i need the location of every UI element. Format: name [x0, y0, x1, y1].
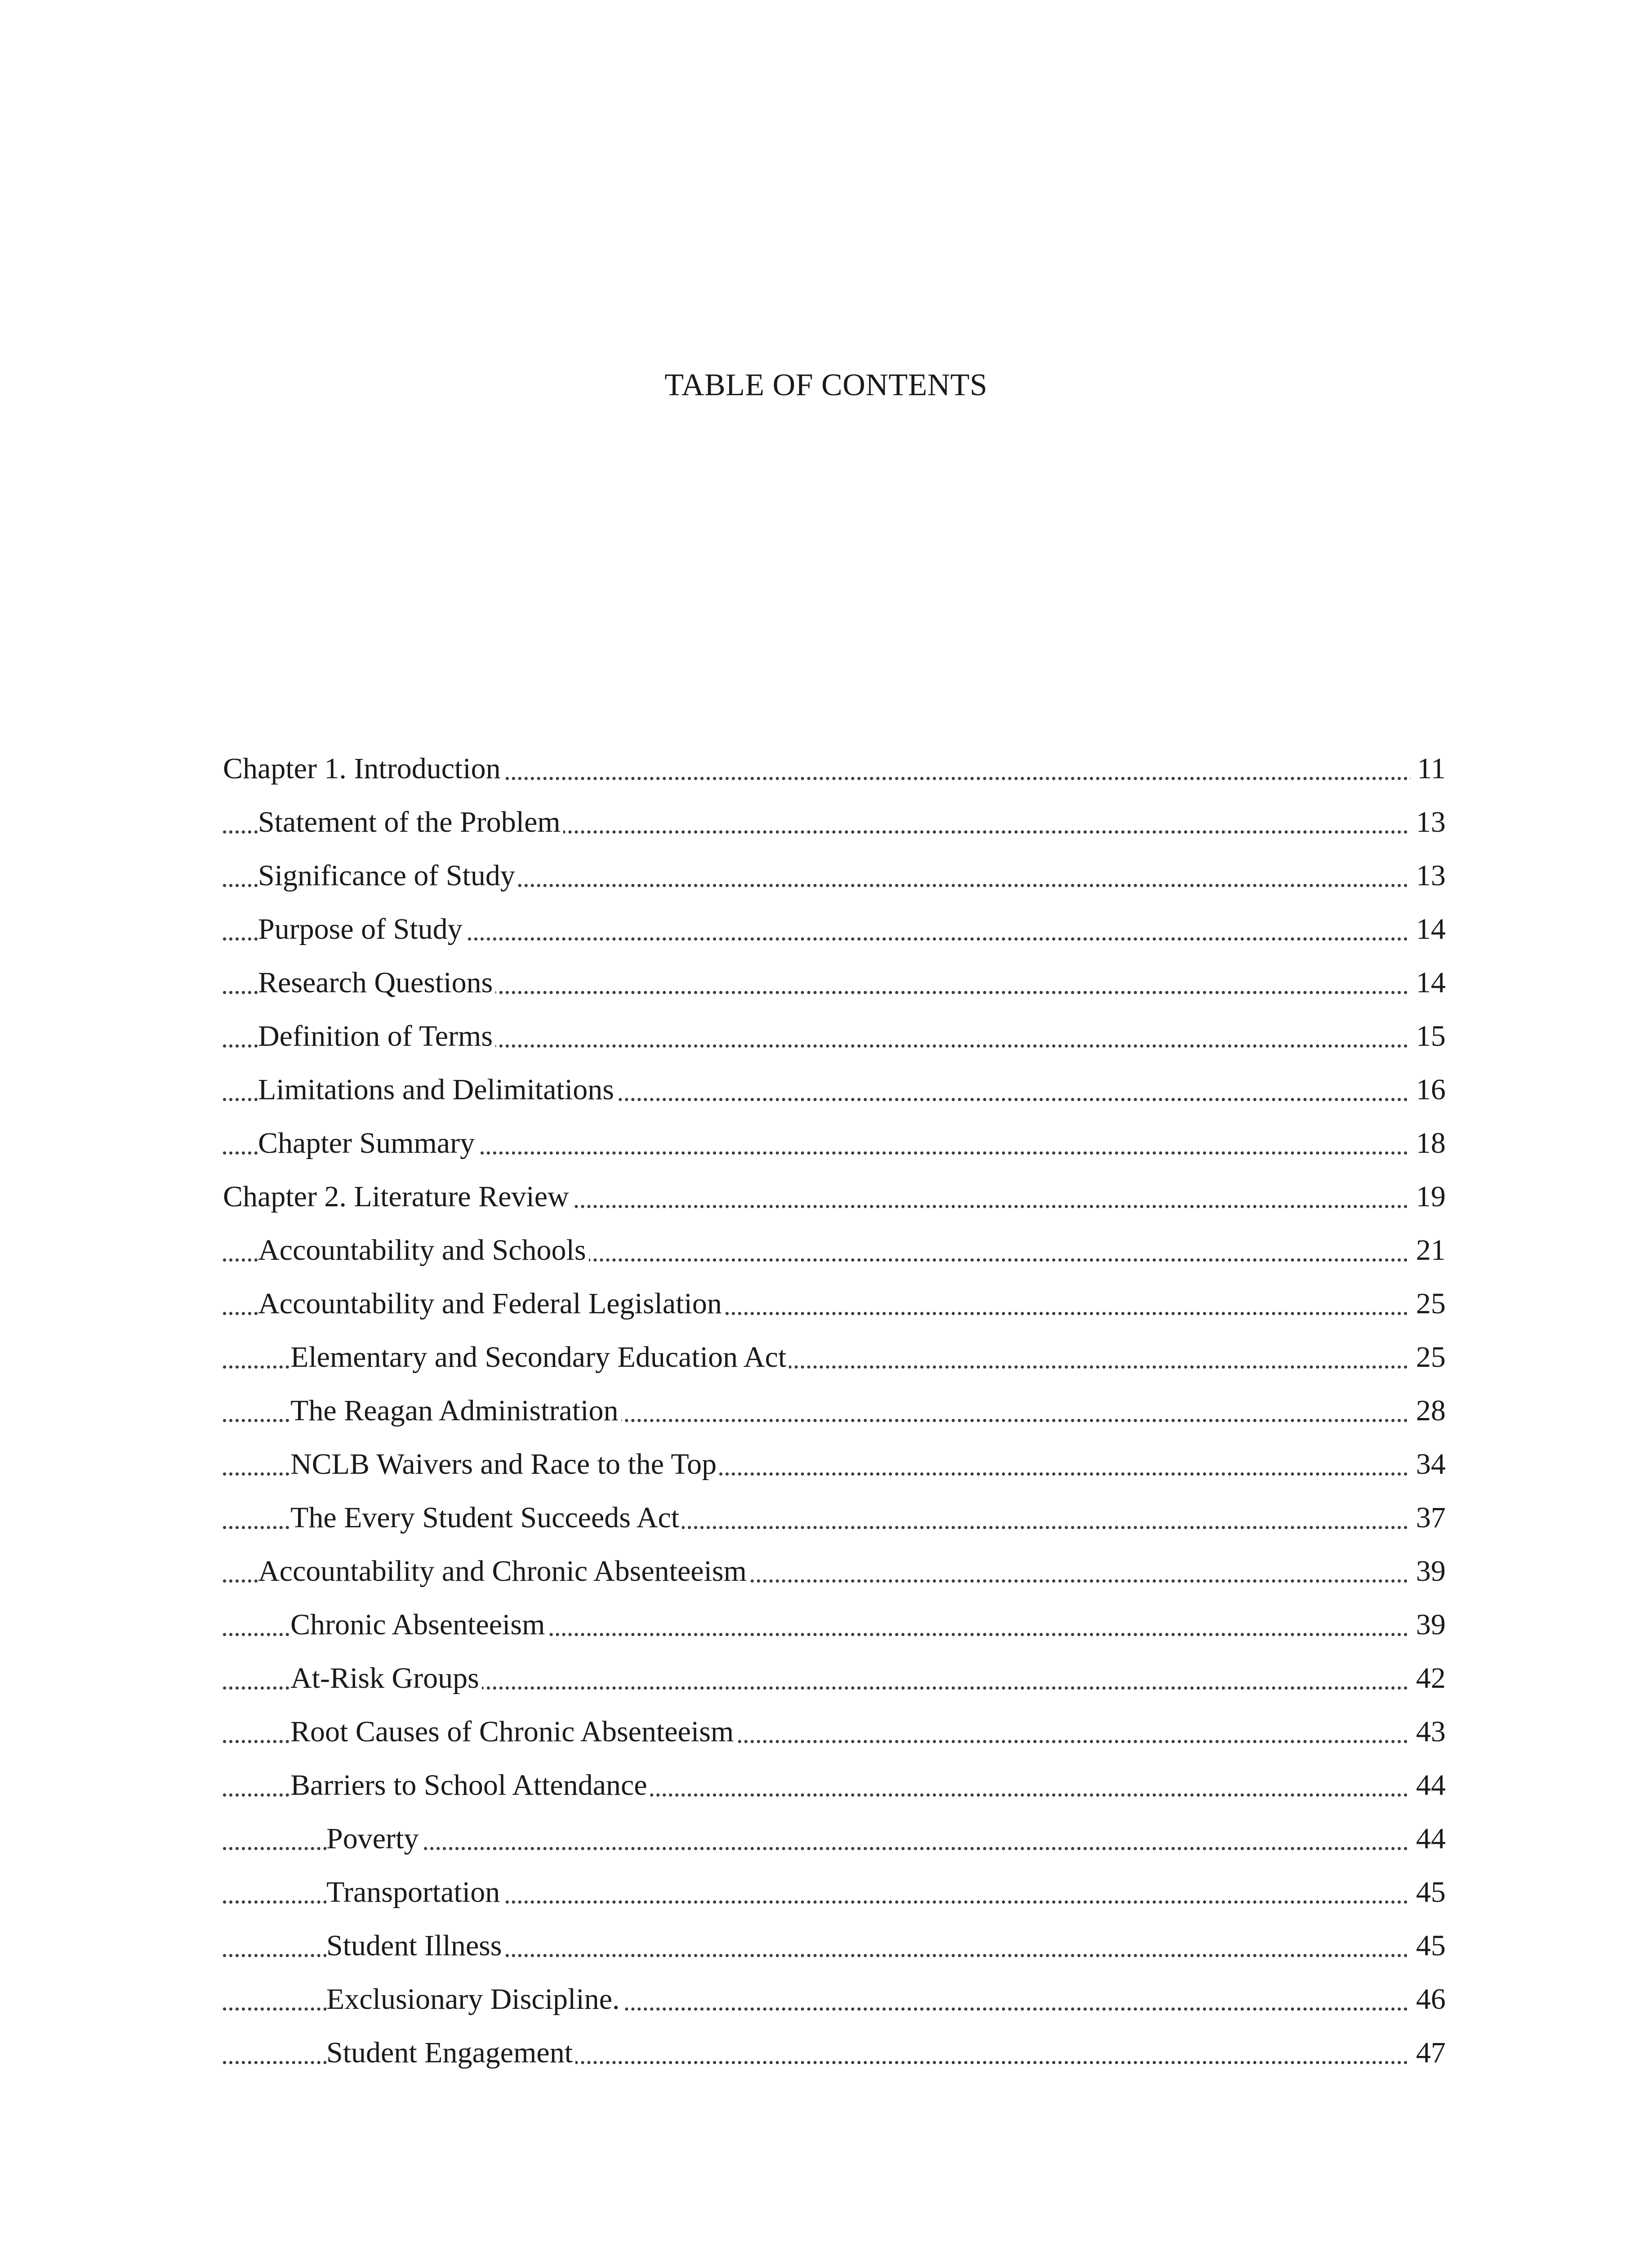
- toc-entry-label: Chapter Summary: [258, 1127, 477, 1160]
- toc-entry: [223, 1919, 1446, 1972]
- toc-entry: [223, 1063, 1446, 1116]
- toc-entry-page-number: 39: [1410, 1544, 1446, 1598]
- toc-entry-label: Research Questions: [258, 966, 495, 999]
- toc-entry-page-number: 43: [1410, 1705, 1446, 1758]
- toc-entry: [223, 902, 1446, 956]
- toc-entry-label: Barriers to School Attendance: [290, 1769, 650, 1802]
- toc-entry-label: The Reagan Administration: [290, 1394, 621, 1427]
- toc-entry-page-number: 28: [1410, 1384, 1446, 1437]
- toc-entry: [223, 1223, 1446, 1277]
- toc-entry-page-number: 11: [1411, 742, 1446, 795]
- toc-entry: [223, 1812, 1446, 1865]
- toc-entry-label: Limitations and Delimitations: [258, 1073, 617, 1106]
- toc-entry-label: Accountability and Chronic Absenteeism: [258, 1555, 749, 1588]
- toc-entry-page-number: 34: [1410, 1437, 1446, 1491]
- toc-entry-label: Chapter 2. Literature Review: [223, 1180, 572, 1213]
- toc-entry-label: Poverty: [326, 1822, 421, 1855]
- toc-entry-page-number: 19: [1410, 1170, 1446, 1223]
- toc-entry-page-number: 13: [1410, 795, 1446, 849]
- toc-entry-page-number: 16: [1410, 1063, 1446, 1116]
- page-title: TABLE OF CONTENTS: [664, 368, 988, 402]
- toc-entry-page-number: 25: [1410, 1277, 1446, 1330]
- toc-entry-label: Definition of Terms: [258, 1020, 495, 1053]
- toc-entry-page-number: 45: [1410, 1919, 1446, 1972]
- toc-entry-label: Root Causes of Chronic Absenteeism: [290, 1715, 736, 1748]
- toc-entry-label: Chapter 1. Introduction: [223, 752, 503, 785]
- toc-entry: [223, 1651, 1446, 1705]
- toc-entry-label: Elementary and Secondary Education Act: [290, 1341, 789, 1374]
- toc-entry-page-number: 18: [1410, 1116, 1446, 1170]
- toc-list: [223, 742, 1446, 2079]
- toc-entry: [223, 1116, 1446, 1170]
- toc-entry: [223, 1491, 1446, 1544]
- toc-entry-page-number: 42: [1410, 1651, 1446, 1705]
- toc-entry-label: The Every Student Succeeds Act: [290, 1501, 682, 1534]
- toc-entry: [223, 2026, 1446, 2079]
- toc-entry: [223, 1972, 1446, 2026]
- toc-entry: [223, 1544, 1446, 1598]
- toc-entry-page-number: 21: [1410, 1223, 1446, 1277]
- toc-entry: [223, 849, 1446, 902]
- toc-entry-label: Significance of Study: [258, 859, 518, 892]
- toc-entry-page-number: 13: [1410, 849, 1446, 902]
- toc-entry: [223, 1865, 1446, 1919]
- toc-entry: [223, 1330, 1446, 1384]
- toc-entry-label: Exclusionary Discipline.: [326, 1983, 623, 2016]
- toc-entry-label: Statement of the Problem: [258, 806, 563, 839]
- toc-entry-page-number: 15: [1410, 1009, 1446, 1063]
- toc-entry: [223, 956, 1446, 1009]
- toc-entry-page-number: 45: [1410, 1865, 1446, 1919]
- toc-entry-page-number: 37: [1410, 1491, 1446, 1544]
- toc-entry: [223, 1437, 1446, 1491]
- toc-entry: [223, 1758, 1446, 1812]
- toc-entry-label: Student Illness: [326, 1929, 505, 1962]
- toc-entry: [223, 1384, 1446, 1437]
- toc-entry-label: Chronic Absenteeism: [290, 1608, 548, 1641]
- toc-entry-page-number: 44: [1410, 1812, 1446, 1865]
- toc-entry-page-number: 25: [1410, 1330, 1446, 1384]
- toc-entry-page-number: 14: [1410, 902, 1446, 956]
- toc-entry-label: Transportation: [326, 1876, 503, 1909]
- toc-entry: [223, 1170, 1446, 1223]
- toc-entry-page-number: 39: [1410, 1598, 1446, 1651]
- toc-entry-page-number: 46: [1410, 1972, 1446, 2026]
- toc-entry: [223, 1277, 1446, 1330]
- toc-entry-page-number: 44: [1410, 1758, 1446, 1812]
- toc-entry-label: Accountability and Federal Legislation: [258, 1287, 725, 1320]
- toc-entry: [223, 795, 1446, 849]
- toc-entry: [223, 1598, 1446, 1651]
- toc-entry-label: Student Engagement: [326, 2036, 575, 2069]
- toc-entry: [223, 742, 1446, 795]
- toc-entry-label: Accountability and Schools: [258, 1234, 589, 1267]
- toc-entry-page-number: 14: [1410, 956, 1446, 1009]
- toc-entry-label: At-Risk Groups: [290, 1662, 482, 1695]
- toc-entry-page-number: 47: [1410, 2026, 1446, 2079]
- toc-entry-label: NCLB Waivers and Race to the Top: [290, 1448, 719, 1481]
- toc-entry: [223, 1009, 1446, 1063]
- toc-entry-label: Purpose of Study: [258, 913, 465, 946]
- toc-entry: [223, 1705, 1446, 1758]
